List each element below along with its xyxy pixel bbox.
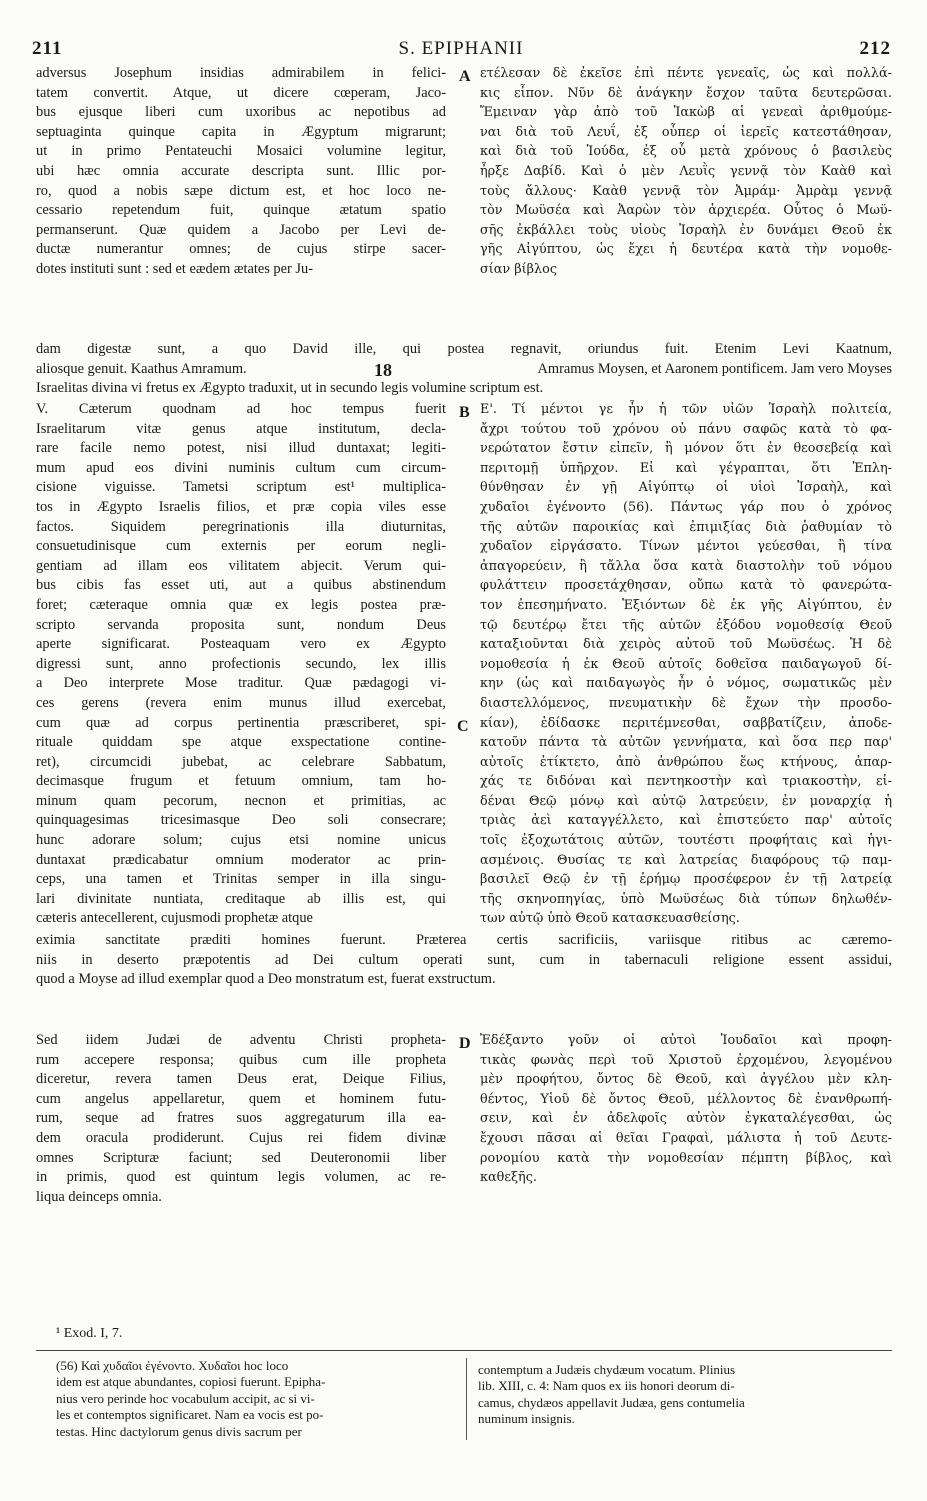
note-text-line: idem est atque abundantes, copiosi fuerunt. Epipha- [56, 1374, 326, 1390]
latin-text-line: rum, seque ad fratres suos aggregaturum illa ea- [36, 1110, 446, 1127]
latin-text-line: cessario repetendum fuit, quinque ætatum spatio [36, 202, 446, 219]
latin-text-line: bus cibis fas esset uti, aut a quibus abstinendum [36, 577, 446, 594]
latin-text-line: V. Cæterum quodnam ad hoc tempus fuerit [36, 401, 446, 417]
latin-text-line: quinquagesimas tricesimasque Deo soli consecrare; [36, 812, 446, 829]
greek-text-line: δέναι Θεῷ μόνῳ καὶ αὐτῷ λατρεύειν, ἐν μοναρχίᾳ ἡ [480, 793, 892, 809]
greek-text-line: θέντος, Υἱοῦ δὲ ὄντος Θεοῦ, μέλλοντος δὲ ἐνανθρωπή- [480, 1091, 892, 1107]
latin-text-line: tos in Ægypto Israelis filios, et præ copia viles esse [36, 498, 446, 515]
greek-text-line: τοῖς ἐξοχωτάτοις αὐτῶν, τουτέστι προφήταις καὶ ἡγι- [480, 833, 892, 849]
latin-text-line: scripto servanda proposita sunt, nondum Deus [36, 616, 446, 633]
greek-text-line: ἄχρι τούτου τοῦ χρόνου οὐ πάνυ σαφῶς κατὰ τὸ φα- [480, 421, 892, 437]
note-text-line: camus, chydæos appellavit Judæa, gens contumelia [478, 1394, 745, 1410]
greek-text-line: κην (ὡς καὶ παιδαγωγὸς ἦν ὁ νόμος, σωματικῶς μὲν [480, 676, 892, 692]
latin-text-row [36, 360, 892, 380]
latin-fullwidth-block-2 [36, 931, 892, 990]
greek-text-line: τον ἐπεσημήνατο. Ἐξιόντων δὲ ἐκ γῆς Αἰγύπτου, ἐν [480, 597, 892, 613]
greek-text-line: χάς τε διδόναι καὶ πεντηκοστὴν καὶ τριακοστὴν, εἰ- [480, 774, 892, 790]
greek-text-line: καταξιοῦνται διὰ χειρὸς αὐτοῦ τοῦ Μωϋσέως. Ἡ δὲ [480, 637, 892, 653]
greek-text-line: βασιλεῖ Θεῷ ἐν τῇ ἐρήμῳ προσέφερον ἐν τῇ λατρείᾳ [480, 872, 892, 888]
greek-text-line: τικὰς φωνὰς περὶ τοῦ Χριστοῦ ἐρχομένου, λεγομένου [480, 1052, 892, 1068]
latin-text-line: omnes Scripturæ faciunt; sed Deuteronomii liber [36, 1149, 446, 1166]
latin-text-line: tatem convertit. Atque, ut dicere cœperam, Jaco- [36, 84, 446, 101]
note-right-column [478, 1362, 888, 1428]
latin-text-line: cisione viguisse. Tametsi scriptum est¹ multiplica- [36, 479, 446, 496]
latin-text-line: ces gerens (revera enim munus illud exercebat, [36, 694, 446, 711]
greek-text-line: νερώτατον ἔστιν εἰπεῖν, ἢ μόνον ὅτι ἐν θεοσεβείᾳ καὶ [480, 441, 892, 457]
greek-text-line: σίαν βίβλος [480, 261, 558, 277]
latin-text-line: rum accepere responsa; quibus cum ille propheta [36, 1051, 446, 1068]
greek-text-line: κίαν), ἐδίδασκε περιτέμνεσθαι, σαββατίζειν, ἀποδε- [480, 715, 892, 731]
greek-text-line: διαστελλόμενος, πνευματικὴν δὲ ἔχων τὴν προσδο- [480, 695, 892, 711]
greek-column-middle [480, 400, 892, 929]
latin-text-line: digressi sunt, anno profectionis secundo, lex illis [36, 655, 446, 672]
greek-text-line: σῆς ἐκβάλλει τοὺς υἱοὺς Ἰσραὴλ ἐν δυνάμει Θεοῦ ἐκ [480, 222, 892, 238]
latin-text-line: diceretur, revera tamen Deus erat, Deique Filius, [36, 1071, 446, 1088]
latin-text-line: permanserunt. Quæ quidem a Jacobo per Levi de- [36, 221, 446, 238]
latin-text-line: hunc adorare solum; cujus etsi nomine unicus [36, 832, 446, 849]
greek-text-line: τοὺς ἄλλους· Καὰθ γεννᾷ τὸν Ἀμράμ· Ἀμρὰμ γεννᾷ [480, 183, 892, 199]
greek-column-bottom [480, 1031, 892, 1188]
footnote: ¹ Exod. I, 7. [56, 1326, 123, 1341]
latin-text-line: Israelitarum vitæ genus atque institutum, decla- [36, 420, 446, 437]
latin-text-line: minum quam pecorum, necnon et primitias, ac [36, 792, 446, 809]
latin-text-line: cum quæ ad corpus pertinentia præscriberet, spi- [36, 714, 446, 731]
latin-text-line: ret), circumcidi jubebat, ac celebrare Sabbatum, [36, 753, 446, 770]
latin-text-line: ut in primo Pentateuchi Mosaici volumine legitur, [36, 143, 446, 160]
greek-text-line: χυδαῖοι ἐγένοντο (56). Πάντως γάρ που ὁ χρόνος [480, 499, 892, 515]
latin-text-line: in primis, quod est quintum legis volumen, ac re- [36, 1169, 446, 1186]
greek-text-line: ἦρξε Δαβίδ. Καὶ ὁ μὲν Λευῒς γεννᾷ τὸν Καὰθ καὶ [480, 163, 892, 179]
latin-text-line: bus ejusque liberi cum uxoribus ac nepotibus ad [36, 104, 446, 121]
note-text-line: lib. XIII, c. 4: Nam quos ex iis honori deorum di- [478, 1378, 735, 1394]
latin-column-bottom [36, 1031, 446, 1207]
note-text-line: testas. Hinc dactylorum genus divis sacrum per [56, 1423, 302, 1439]
latin-text-line: septuaginta quinque capita in Ægyptum migrarunt; [36, 123, 446, 140]
note-text-line: contemptum a Judæis chydæum vocatum. Plinius [478, 1362, 736, 1377]
greek-text-line: ασμένοις. Θυσίας τε καὶ λατρείας διαφόρους τῷ παμ- [480, 852, 892, 868]
latin-text-line: cum angelus appellaretur, quem et hominem futu- [36, 1090, 446, 1107]
latin-text-line: dam digestæ sunt, a quo David ille, qui postea regnavit, oriundus fuit. Etenim Levi Kaatnum, [36, 341, 892, 357]
latin-text-line: Sed iidem Judæi de adventu Christi propheta- [36, 1032, 446, 1048]
latin-column-top [36, 64, 446, 280]
note-left-column [56, 1358, 456, 1440]
greek-text-line: ναι διὰ τοῦ Λευΐ, ἐξ οὗπερ οἱ ἱερεῖς κατεστάθησαν, [480, 124, 892, 140]
latin-text-line: foret; cæteraque omnia quæ ex legis postea præ- [36, 596, 446, 613]
page-number-right: 212 [859, 38, 891, 59]
latin-text-line: a Deo interprete Mose traditur. Quæ pædagogi vi- [36, 675, 446, 692]
latin-text-line: dem oracula prodiderunt. Cujus rei fidem divinæ [36, 1129, 446, 1146]
latin-text-line: Israelitas divina vi fretus ex Ægypto traduxit, ut in secundo legis volumine scriptum est. [36, 380, 544, 397]
greek-text-line: τῆς αὐτῶν παροικίας καὶ ἐπιμιξίας διὰ ῥαθυμίαν τὸ [480, 519, 892, 535]
section-marker-c: C [457, 718, 469, 735]
latin-text-line: eximia sanctitate præditi homines fuerunt. Præterea certis sacrificiis, variisque ritibus ac cæremo- [36, 932, 892, 948]
greek-text-line: νομοθεσία ἡ ἐκ Θεοῦ αὐτοῖς δοθεῖσα παιδαγωγοῦ δί- [480, 656, 892, 672]
greek-text-line: τὸν Μωϋσέα καὶ Ἀαρὼν τὸν ἀρχιερέα. Οὗτος ὁ Μωϋ- [480, 203, 892, 219]
greek-text-line: τριὰς ἀεὶ καταγγέλλετο, καὶ ἐπιστεύετο παρ' αὐτοῖς [480, 813, 892, 829]
greek-text-line: μὲν προφήτου, ὄντος δὲ Θεοῦ, καὶ ἀγγέλου μὲν κλη- [480, 1072, 892, 1088]
greek-text-line: Ἔμειναν γὰρ ἀπὸ τοῦ Ἰακὼβ αἱ γενεαὶ ἀριθμούμε- [480, 105, 892, 121]
greek-text-line: κατοῦν πάντα τὰ αὐτῶν γεννήματα, καὶ ὅσα περ παρ' [480, 735, 892, 751]
greek-text-line: καθεξῆς. [480, 1170, 537, 1186]
latin-text-line: niis in deserto præpotentis ad Dei cultum operati sunt, cum in tabernaculi religione essent assidui, [36, 951, 892, 968]
latin-text-line: aperte significarat. Posteaquam vero ex Ægypto [36, 636, 446, 653]
note-text-line: numinum insignis. [478, 1411, 575, 1427]
latin-text-line: aliosque genuit. Kaathus Amramum. [36, 360, 247, 377]
latin-text-line: dotes instituti sunt : sed et eædem ætates per Ju- [36, 260, 313, 277]
page-header [32, 34, 891, 64]
greek-text-line: γῆς Αἰγύπτου, ὡς ἔχει ἡ δευτέρα κατὰ τὴν νομοθε- [480, 242, 892, 258]
running-title: S. EPIPHANII [398, 38, 524, 59]
latin-text-line: mum apud eos divini numinis cultum cum circum- [36, 459, 446, 476]
greek-text-line: θύνθησαν ἐν γῇ Αἰγύπτῳ οἱ υἱοὶ Ἰσραὴλ, καὶ [480, 480, 892, 496]
latin-fullwidth-block-1 [36, 340, 892, 399]
section-marker-b: B [459, 404, 470, 421]
greek-text-line: φυλάττειν προσετάχθησαν, οὔπω κατὰ τὸ φανερώτα- [480, 578, 892, 594]
note-text-line: les et contemptos significaret. Nam ea vocis est po- [56, 1407, 324, 1423]
latin-text-line: rituale quiddam spe atque exspectatione contine- [36, 734, 446, 751]
latin-text-line: ductæ numerantur omnes; de cujus stirpe sacer- [36, 241, 446, 258]
greek-text-line: περιτομῇ ὑπῆρχον. Εἰ καὶ γέγραπται, ὅτι Ἐπλη- [480, 460, 892, 476]
greek-text-line: τῆς σκηνοπηγίας, ὑπὸ Μωϋσέως διὰ τύπων δηλωθέν- [480, 891, 892, 907]
greek-text-line: των αὐτῷ ὑπὸ Θεοῦ κατασκευασθείσης. [480, 911, 740, 927]
greek-text-line: ρονομίου κατὰ τὴν νομοθεσίαν πέμπτη βίβλος, καὶ [480, 1150, 892, 1166]
greek-text-line: κις εἶπον. Νῦν δὲ ἀνάγκην ἔσχον ταῦτα δευτερῶσαι. [480, 85, 892, 101]
greek-text-line: Ε'. Τί μέντοι γε ἦν ἡ τῶν υἱῶν Ἰσραὴλ πολιτεία, [480, 402, 892, 417]
section-marker-d: D [459, 1035, 471, 1052]
greek-text-line: ἔχουσι πᾶσαι αἱ θεῖαι Γραφαὶ, μάλιστα ἡ τοῦ Δευτε- [480, 1130, 892, 1146]
greek-column-top [480, 64, 892, 280]
greek-text-line: καὶ διὰ τοῦ Ἰούδα, ἐξ οὗ μετὰ χρόνους ὁ βασιλεὺς [480, 144, 892, 160]
latin-text-line: gentiam ad illam eos vilitatem abjecit. Verum qui- [36, 557, 446, 574]
latin-text-line: adversus Josephum insidias admirabilem in felici- [36, 65, 446, 81]
greek-text-line: Ἐδέξαντο γοῦν οἱ αὐτοὶ Ἰουδαῖοι καὶ προφη- [480, 1033, 892, 1048]
greek-text-line: σειν, καὶ ἐν ἀδελφοῖς αὐτὸν ἐγκαταλέγεσθαι, ὡς [480, 1111, 892, 1127]
latin-text-line: Amramus Moysen, et Aaronem pontificem. Jam vero Moyses [537, 360, 892, 377]
latin-text-line: ceps, una tamen et Trinitas semper in illa singu- [36, 871, 446, 888]
note-text-line: nius vero perinde hoc vocabulum accipit, ac si vi- [56, 1390, 315, 1406]
latin-text-line: rare facile nemo potest, nisi illud duntaxat; legiti- [36, 440, 446, 457]
latin-text-line: decimasque frugum et fetuum omnium, tam ho- [36, 773, 446, 790]
latin-text-line: lari divinitate nuntiata, creditaque ab illis est, qui [36, 890, 446, 907]
latin-column-middle [36, 400, 446, 929]
notes-column-divider [466, 1358, 467, 1440]
greek-text-line: αὐτοῖς ἐτίκτετο, ἀπὸ ἀνθρώπου ἕως κτήνους, ἀπαρ- [480, 754, 892, 770]
column-number-marker: 18 [374, 360, 392, 380]
latin-text-line: ro, quod a nobis sæpe dictum est, et hoc loco ne- [36, 182, 446, 199]
latin-text-line: duntaxat prædicabatur omnium moderator ac prin- [36, 851, 446, 868]
latin-text-line: quod a Moyse ad illud exemplar quod a Deo monstratum est, fuerat exstructum. [36, 971, 496, 988]
latin-text-line: consuetudinisque cum externis per eorum negli- [36, 538, 446, 555]
section-marker-a: A [459, 68, 471, 85]
greek-text-line: τῷ δευτέρῳ ἔτει τῆς αὐτῶν ἐξόδου νομοθεσίᾳ Θεοῦ [480, 617, 892, 633]
page-number-left: 211 [32, 38, 63, 59]
greek-text-line: ετέλεσαν δὲ ἐκεῖσε ἐπὶ πέντε γενεαῖς, ὡς καὶ πολλά- [480, 66, 892, 81]
latin-text-line: ubi hæc omnia accurate descripta sunt. Illic por- [36, 162, 446, 179]
notes-separator [36, 1350, 892, 1351]
greek-text-line: ἀπαγορεύειν, ἢ τἄλλα ὅσα κατὰ διαστολὴν τοῦ νόμου [480, 558, 892, 574]
latin-text-line: cæteris antecellerent, cujusmodi prophetæ atque [36, 910, 313, 927]
latin-text-line: liqua deinceps omnia. [36, 1188, 162, 1205]
latin-text-line: factos. Siquidem peregrinationis illa diuturnitas, [36, 518, 446, 535]
greek-text-line: χυδαῖον εἰργάσατο. Τίνων μέντοι γεύεσθαι, ἢ τίνα [480, 539, 892, 555]
note-text-line: (56) Καὶ χυδαῖοι ἐγένοντο. Χυδαῖοι hoc loco [56, 1358, 289, 1373]
